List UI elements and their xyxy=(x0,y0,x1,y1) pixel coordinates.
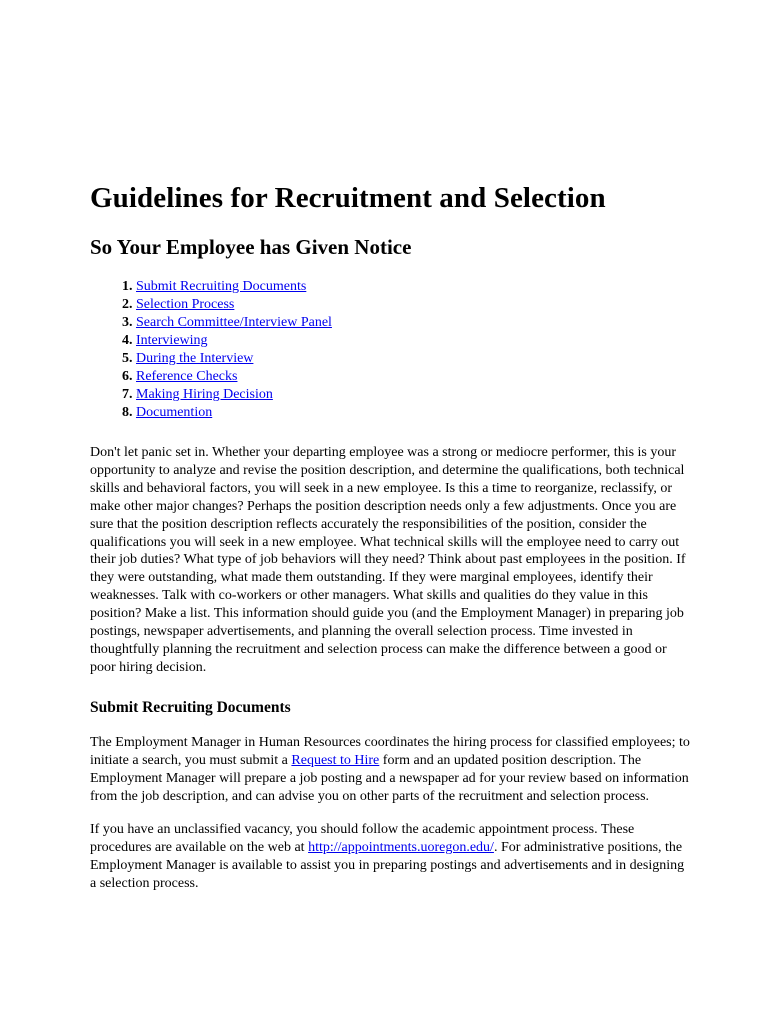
toc-item xyxy=(136,368,690,386)
paragraph-text: . For administrative positions, the Employment Manager is available to assist you in preparing postings and advertisements and in designing a selection process. xyxy=(90,840,685,892)
toc-item xyxy=(136,278,690,296)
intro-paragraph: Don't let panic set in. Whether your departing employee was a strong or mediocre performer, this is your opportunity to analyze and revise the position description, and determine the qualifications, both technical skills and behavioral factors, you will seek in a new employee. Is this a time to reorganize, reclassify, or make other major changes? Perhaps the position description needs only a few adjustments. Once you are sure that the position description reflects accurately the responsibilities of the position, consider the qualifications you will seek in a new employee. What technical skills will the employee need to carry out their job duties? What type of job behaviors will they need? Think about past employees in the position. If they were outstanding, what made them outstanding. If they were marginal employees, identify their weaknesses. Talk with co-workers or other managers. What skills and qualities do they value in this position? Make a list. This information should guide you (and the Employment Manager) in preparing job postings, newspaper advertisements, and planning the overall selection process. Time invested in thoughtfully planning the recruitment and selection process can make the difference between a good or poor hiring decision. xyxy=(90,445,686,675)
paragraph-text: If you have an unclassified vacancy, you should follow the academic appointment process. These procedures are available on the web at xyxy=(90,822,635,856)
toc-item xyxy=(136,404,690,422)
paragraph-text: The Employment Manager in Human Resources coordinates the hiring process for classified employees; to initiate a search, you must submit a xyxy=(90,734,690,768)
request-to-hire-link[interactable]: Request to Hire xyxy=(291,752,380,768)
toc-link-interviewing[interactable]: Interviewing xyxy=(136,333,208,348)
toc-item xyxy=(136,296,690,314)
toc-link-during-interview[interactable]: During the Interview xyxy=(136,351,254,366)
toc-item xyxy=(136,332,690,350)
toc-item xyxy=(136,314,690,332)
appointments-url-link[interactable]: http://appointments.uoregon.edu/ xyxy=(308,840,494,856)
toc-link-search-committee[interactable]: Search Committee/Interview Panel xyxy=(136,315,332,330)
table-of-contents xyxy=(90,278,690,422)
toc-item xyxy=(136,386,690,404)
page-title: Guidelines for Recruitment and Selection xyxy=(90,182,606,214)
toc-item xyxy=(136,350,690,368)
section-heading-submit-recruiting-documents: Submit Recruiting Documents xyxy=(90,698,291,716)
page-subtitle: So Your Employee has Given Notice xyxy=(90,235,412,259)
toc-link-reference-checks[interactable]: Reference Checks xyxy=(136,369,238,384)
toc-link-making-hiring-decision[interactable]: Making Hiring Decision xyxy=(136,387,273,402)
toc-link-selection-process[interactable]: Selection Process xyxy=(136,297,235,312)
document-page xyxy=(90,178,690,893)
toc-link-submit-recruiting-documents[interactable]: Submit Recruiting Documents xyxy=(136,279,307,294)
paragraph-text: form and an updated position description. The Employment Manager will prepare a job posting and a newspaper ad for your review based on information from the job description, and can advise you on other parts of the recruitment and selection process. xyxy=(90,752,689,804)
section-paragraph xyxy=(90,821,690,893)
toc-link-documention[interactable]: Documention xyxy=(136,405,213,420)
section-paragraph xyxy=(90,734,690,806)
